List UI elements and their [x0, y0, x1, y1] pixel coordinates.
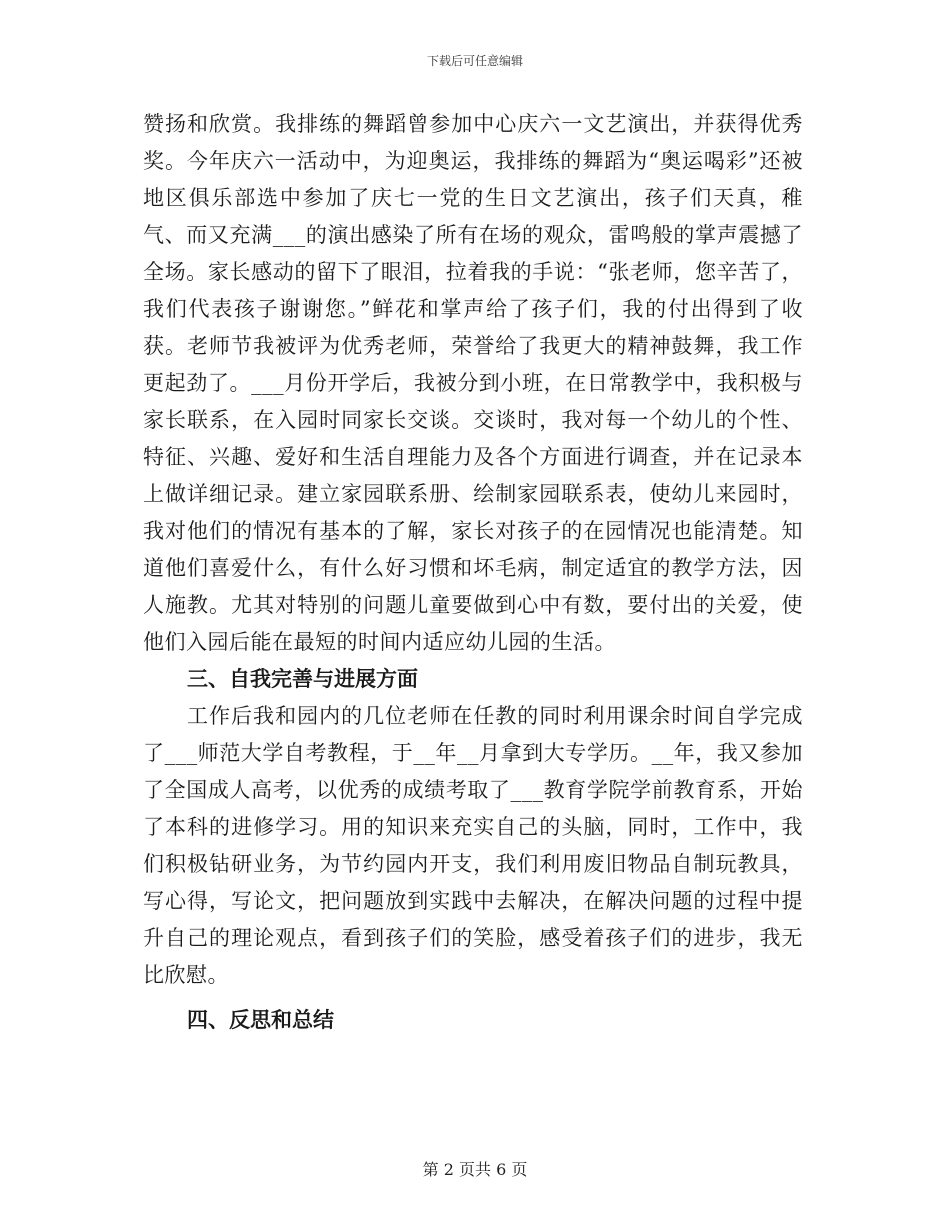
spacer [143, 994, 803, 1002]
page-header: 下载后可任意编辑 [426, 54, 523, 68]
paragraph-continuation: 赞扬和欣赏。我排练的舞蹈曾参加中心庆六一文艺演出，并获得优秀奖。今年庆六一活动中，为迎奥运，我排练的舞蹈为“奥运喝彩”还被地区俱乐部选中参加了庆七一党的生日文艺演出，孩子们天真，稚气、而又充满___的演出感染了所有在场的观众，雷鸣般的掌声震撼了全场。家长感动的留下了眼泪，拉着我的手说：“张老师，您辛苦了，我们代表孩子谢谢您。”鲜花和掌声给了孩子们，我的付出得到了收获。老师节我被评为优秀老师，荣誉给了我更大的精神鼓舞，我工作更起劲了。___月份开学后，我被分到小班，在日常教学中，我积极与家长联系，在入园时同家长交谈。交谈时，我对每一个幼儿的个性、特征、兴趣、爱好和生活自理能力及各个方面进行调查，并在记录本上做详细记录。建立家园联系册、绘制家园联系表，使幼儿来园时，我对他们的情况有基本的了解，家长对孩子的在园情况也能清楚。知道他们喜爱什么，有什么好习惯和坏毛病，制定适宜的教学方法，因人施教。尤其对特别的问题儿童要做到心中有数，要付出的关爱，使他们入园后能在最短的时间内适应幼儿园的生活。 [143, 112, 803, 654]
document-body [143, 106, 803, 1039]
page-number: 第 2 页共 6 页 [422, 1160, 528, 1179]
section-heading-3: 三、自我完善与进展方面 [187, 667, 418, 691]
section-heading-4: 四、反思和总结 [187, 1008, 334, 1032]
paragraph-self-improvement: 工作后我和园内的几位老师在任教的同时利用课余时间自学完成了___师范大学自考教程，于__年__月拿到大专学历。__年，我又参加了全国成人高考，以优秀的成绩考取了___教育学院学前教育系，开始了本科的进修学习。用的知识来充实自己的头脑，同时，工作中，我们积极钻研业务，为节约园内开支，我们利用废旧物品自制玩教具，写心得，写论文，把问题放到实践中去解决，在解决问题的过程中提升自己的理论观点，看到孩子们的笑脸，感受着孩子们的进步，我无比欣慰。 [143, 704, 803, 987]
